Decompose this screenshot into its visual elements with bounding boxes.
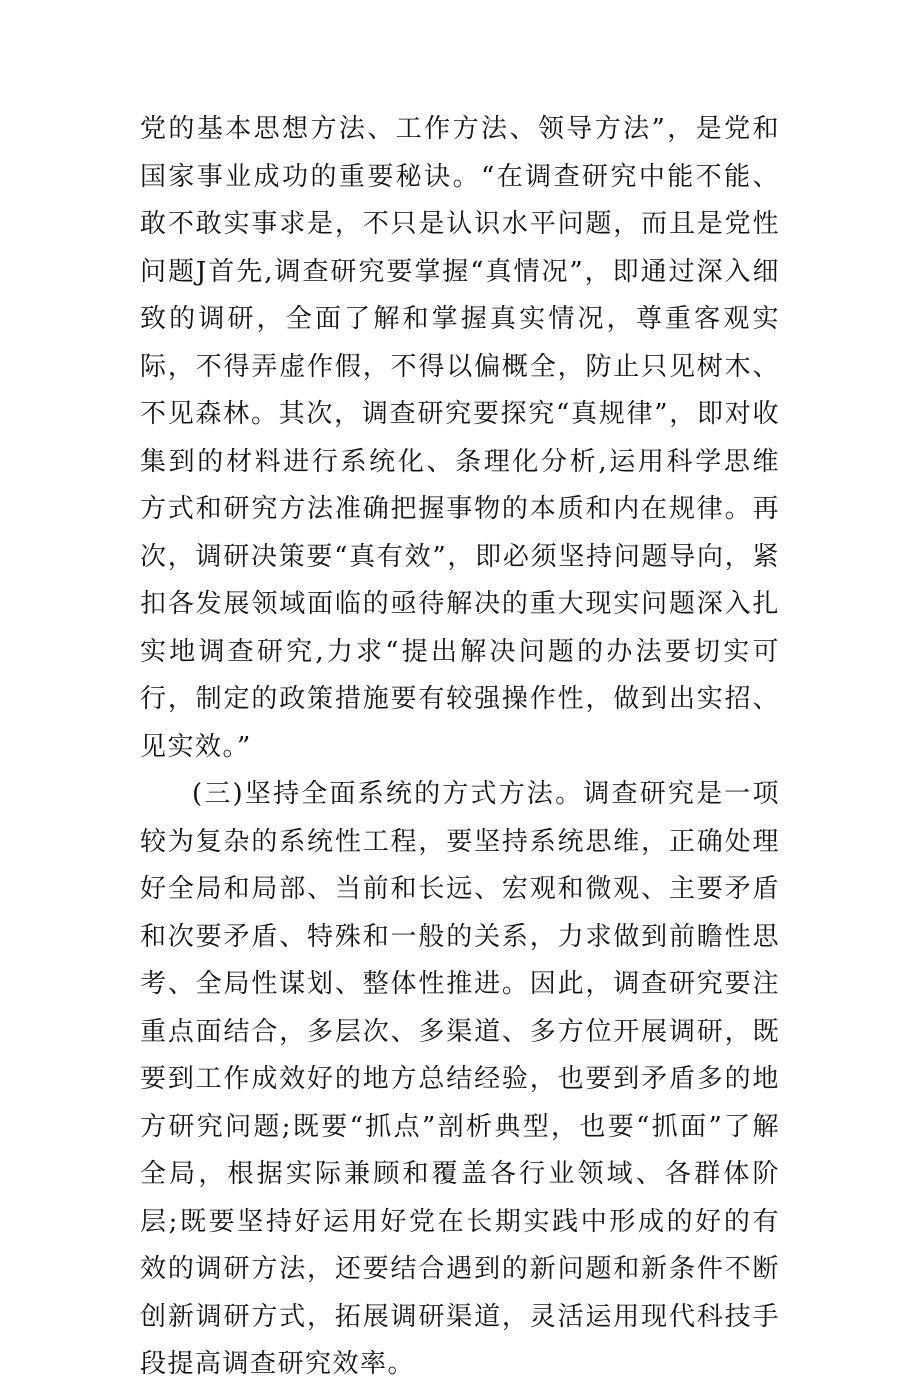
- document-body: [140, 106, 780, 1389]
- paragraph-continuation: 党的基本思想方法、工作方法、领导方法”，是党和国家事业成功的重要秘诀。“在调查研究中能不能、敢不敢实事求是，不只是认识水平问题，而且是党性问题J首先,调查研究要掌握“真情况”，即通过深入细致的调研，全面了解和掌握真实情况，尊重客观实际，不得弄虚作假，不得以偏概全，防止只见树木、不见森林。其次，调查研究要探究“真规律”，即对收集到的材料进行系统化、条理化分析,运用科学思维方式和研究方法准确把握事物的本质和内在规律。再次，调研决策要“真有效”，即必须坚持问题导向，紧扣各发展领域面临的亟待解决的重大现实问题深入扎实地调查研究,力求“提出解决问题的办法要切实可行，制定的政策措施要有较强操作性，做到出实招、见实效。”: [140, 114, 780, 762]
- paragraph-section-three: (三)坚持全面系统的方式方法。调查研究是一项较为复杂的系统性工程，要坚持系统思维，正确处理好全局和局部、当前和长远、宏观和微观、主要矛盾和次要矛盾、特殊和一般的关系，力求做到前瞻性思考、全局性谋划、整体性推进。因此，调查研究要注重点面结合，多层次、多渠道、多方位开展调研，既要到工作成效好的地方总结经验，也要到矛盾多的地方研究问题;既要“抓点”剖析典型，也要“抓面”了解全局，根据实际兼顾和覆盖各行业领域、各群体阶层;既要坚持好运用好党在长期实践中形成的好的有效的调研方法，还要结合遇到的新问题和新条件不断创新调研方式，拓展调研渠道，灵活运用现代科技手段提高调查研究效率。: [140, 779, 780, 1379]
